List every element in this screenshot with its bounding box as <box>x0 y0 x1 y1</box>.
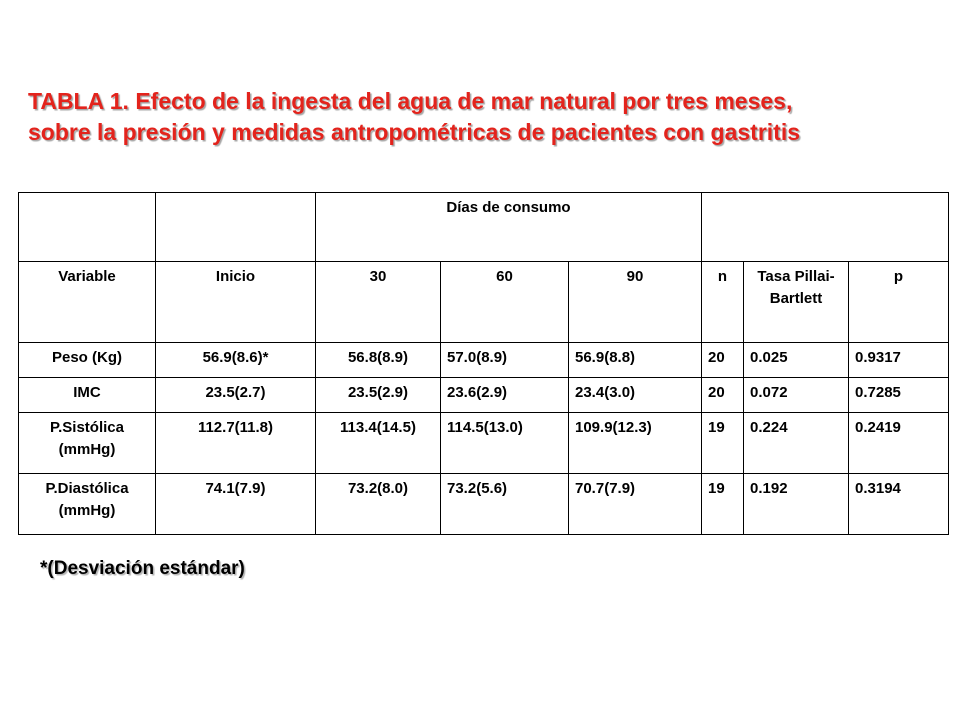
table-row <box>19 343 949 378</box>
column-header-row <box>19 262 949 343</box>
footnote-standard-deviation: *(Desviación estándar) <box>40 558 245 579</box>
table-row <box>19 474 949 535</box>
cell-d60: 57.0(8.9) <box>441 343 569 378</box>
results-table <box>18 192 949 535</box>
cell-d90: 56.9(8.8) <box>569 343 702 378</box>
cell-d60: 23.6(2.9) <box>441 378 569 413</box>
group-header-row <box>19 193 949 262</box>
empty-header-cell <box>19 193 156 262</box>
cell-d60: 73.2(5.6) <box>441 474 569 535</box>
cell-tasa: 0.192 <box>744 474 849 535</box>
cell-n: 20 <box>702 343 744 378</box>
cell-tasa: 0.072 <box>744 378 849 413</box>
cell-d90: 70.7(7.9) <box>569 474 702 535</box>
cell-variable: Peso (Kg) <box>19 343 156 378</box>
cell-d60: 114.5(13.0) <box>441 413 569 474</box>
cell-inicio: 112.7(11.8) <box>156 413 316 474</box>
empty-header-cell <box>702 193 949 262</box>
cell-inicio: 74.1(7.9) <box>156 474 316 535</box>
group-header-dias-de-consumo: Días de consumo <box>316 193 702 262</box>
cell-inicio: 56.9(8.6)* <box>156 343 316 378</box>
column-header-n: n <box>702 262 744 343</box>
cell-d30: 56.8(8.9) <box>316 343 441 378</box>
cell-d30: 73.2(8.0) <box>316 474 441 535</box>
cell-p: 0.2419 <box>849 413 949 474</box>
table-title-line-2: sobre la presión y medidas antropométricas de pacientes con gastritis <box>28 119 801 145</box>
column-header-p: p <box>849 262 949 343</box>
cell-tasa: 0.025 <box>744 343 849 378</box>
cell-d90: 109.9(12.3) <box>569 413 702 474</box>
empty-header-cell <box>156 193 316 262</box>
cell-p: 0.7285 <box>849 378 949 413</box>
cell-variable: P.Diastólica (mmHg) <box>19 474 156 535</box>
cell-n: 19 <box>702 474 744 535</box>
column-header-tasa-pillai-bartlett: Tasa Pillai-Bartlett <box>744 262 849 343</box>
cell-n: 20 <box>702 378 744 413</box>
column-header-30: 30 <box>316 262 441 343</box>
cell-d30: 113.4(14.5) <box>316 413 441 474</box>
table-row <box>19 378 949 413</box>
table-row <box>19 413 949 474</box>
cell-d30: 23.5(2.9) <box>316 378 441 413</box>
cell-tasa: 0.224 <box>744 413 849 474</box>
cell-n: 19 <box>702 413 744 474</box>
cell-p: 0.9317 <box>849 343 949 378</box>
cell-d90: 23.4(3.0) <box>569 378 702 413</box>
column-header-variable: Variable <box>19 262 156 343</box>
cell-variable: IMC <box>19 378 156 413</box>
table-title-line-1: TABLA 1. Efecto de la ingesta del agua de mar natural por tres meses, <box>28 88 793 114</box>
column-header-90: 90 <box>569 262 702 343</box>
table-title <box>28 86 948 148</box>
cell-inicio: 23.5(2.7) <box>156 378 316 413</box>
column-header-60: 60 <box>441 262 569 343</box>
column-header-inicio: Inicio <box>156 262 316 343</box>
cell-p: 0.3194 <box>849 474 949 535</box>
cell-variable: P.Sistólica (mmHg) <box>19 413 156 474</box>
